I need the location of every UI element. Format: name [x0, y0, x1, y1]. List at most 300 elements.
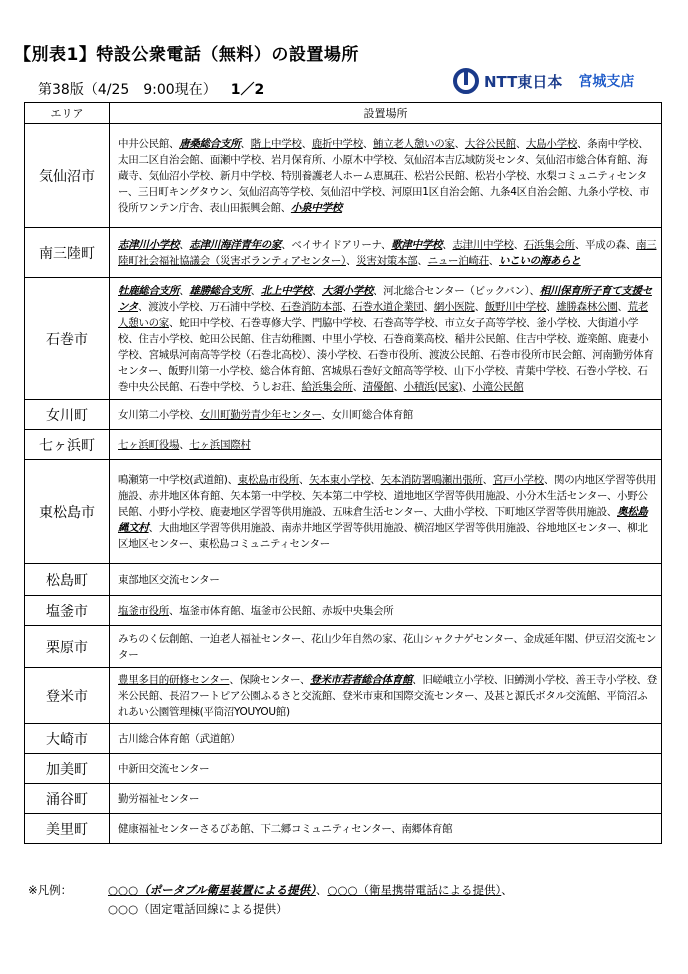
place-separator: 、: [488, 254, 499, 267]
places-cell: [110, 724, 662, 754]
places-cell: [110, 814, 662, 844]
place-item: 登米公民館: [118, 673, 657, 702]
legend-fixed: ○○○（固定電話回線による提供）: [108, 902, 288, 916]
places-cell: [110, 124, 662, 228]
place-item: 東松島市役所: [237, 473, 299, 486]
place-item: 女川町勤労青少年センター: [199, 408, 322, 421]
place-separator: 、: [513, 632, 524, 645]
place-item: 善王寺小学校: [575, 673, 637, 686]
header-places: 設置場所: [110, 103, 662, 124]
place-separator: 、: [566, 364, 577, 377]
place-item: 七ヶ浜国際村: [189, 438, 251, 451]
place-separator: 、: [138, 169, 149, 182]
place-item: 横沼地区学習等供用施設: [413, 521, 527, 534]
place-separator: 、: [138, 505, 149, 518]
place-separator: 、: [403, 521, 414, 534]
place-separator: 、: [209, 169, 221, 182]
place-separator: 、: [454, 137, 465, 150]
place-item: 大谷公民館: [464, 137, 516, 150]
place-item: 気仙沼市総合体育館: [535, 153, 627, 166]
place-item: 東松島コミュニティセンター: [198, 537, 330, 550]
place-separator: 、: [418, 348, 429, 361]
place-item: 旧鱒渕小学校: [503, 673, 566, 686]
place-item: 石巻商業高校: [383, 332, 445, 345]
place-separator: 、: [240, 604, 251, 617]
place-item: 志津川中学校: [452, 238, 514, 251]
place-item: 志津川海洋青年の家: [189, 238, 282, 251]
place-separator: 、: [311, 604, 323, 617]
place-item: 大街道小学校: [118, 316, 639, 345]
place-separator: 、: [462, 380, 473, 393]
place-separator: 、: [442, 238, 453, 251]
place-item: 条南中学校: [587, 137, 639, 150]
place-item: 大須小学校: [322, 284, 374, 297]
place-separator: 、: [240, 137, 251, 150]
place-separator: 、: [260, 153, 272, 166]
legend-row-1: [28, 881, 513, 900]
place-separator: 、: [577, 137, 588, 150]
place-item: 石浜集会所: [523, 238, 575, 251]
places-cell: [110, 430, 662, 460]
document-title: 【別表1】特設公衆電話（無料）の設置場所: [14, 45, 359, 65]
place-item: 表山田振興会館: [209, 201, 281, 214]
place-separator: 、: [321, 408, 332, 421]
legend: [28, 881, 513, 919]
place-item: 歌津中学校: [391, 238, 443, 251]
legend-satellite: ○○○（ポータブル衛星装置による提供）: [108, 883, 316, 897]
place-separator: 、: [484, 505, 495, 518]
place-separator: 、: [301, 316, 312, 329]
places-cell: [110, 626, 662, 668]
place-item: 一迫老人福祉センター: [199, 632, 301, 645]
places-cell: [110, 668, 662, 724]
place-separator: 、: [381, 238, 392, 251]
place-separator: 、: [179, 238, 190, 251]
place-item: 石巻市役所市民会館: [490, 348, 582, 361]
place-item: 大曲地区学習等供用施設: [158, 521, 272, 534]
place-separator: 、: [473, 689, 485, 702]
place-separator: 、: [529, 284, 540, 297]
place-item: 鹿妻地区学習等供用施設: [209, 505, 323, 518]
places-cell: [110, 564, 662, 596]
table-row: [25, 784, 662, 814]
place-separator: 、: [138, 348, 149, 361]
place-item: 柳北区地区センター: [118, 521, 648, 550]
place-item: 女川第二小学校: [118, 408, 190, 421]
place-item: 渡波小学校: [148, 300, 200, 313]
place-item: うしお荘: [250, 380, 292, 393]
legend-row-2: [28, 900, 513, 919]
place-separator: 、: [526, 521, 537, 534]
place-separator: 、: [617, 521, 628, 534]
place-item: 河南勤労体育センター: [118, 348, 654, 377]
place-separator: 、: [331, 689, 343, 702]
place-item: 宮城県石巻好文館高等学校: [321, 364, 444, 377]
place-separator: 、: [381, 185, 392, 198]
branch-name: 宮城支店: [578, 74, 635, 90]
place-separator: 、: [606, 505, 617, 518]
place-separator: 、: [199, 505, 210, 518]
place-item: 稲井公民館: [454, 332, 506, 345]
place-item: 災害対策本部: [356, 254, 418, 267]
place-item: ニュー泊崎荘: [427, 254, 489, 267]
table-row: [25, 724, 662, 754]
place-separator: 、: [322, 153, 333, 166]
place-separator: 、: [250, 822, 261, 835]
place-item: 七ヶ浜町役場: [118, 438, 180, 451]
place-separator: 、: [199, 201, 210, 214]
brand-name: NTT東日本: [484, 72, 563, 91]
place-separator: 、: [412, 673, 423, 686]
place-separator: 、: [513, 238, 524, 251]
place-separator: 、: [138, 489, 149, 502]
place-item: 住吉小学校: [138, 332, 190, 345]
place-separator: 、: [299, 473, 310, 486]
place-separator: 、: [393, 380, 404, 393]
area-cell: 涌谷町: [25, 784, 110, 814]
place-item: 塩釜市公民館: [250, 604, 312, 617]
place-item: 南赤井地区学習等供用施設: [281, 521, 404, 534]
place-separator: 、: [627, 153, 638, 166]
place-separator: 、: [638, 137, 649, 150]
place-item: 石巻中学校: [189, 380, 241, 393]
place-item: 旧嵯峨立小学校: [422, 673, 494, 686]
locations-table: [24, 102, 662, 844]
place-separator: 、: [189, 408, 200, 421]
place-item: 矢本第一中学校: [230, 489, 302, 502]
table-row: [25, 668, 662, 724]
place-item: 志津川小学校: [118, 238, 180, 251]
place-item: 渡波公民館: [428, 348, 480, 361]
place-separator: 、: [625, 238, 637, 251]
place-item: 登米市若者総合体育館: [310, 673, 413, 686]
place-item: 山下小学校: [453, 364, 505, 377]
place-item: 関の内地区学習等供用施設: [118, 473, 657, 502]
place-separator: 、: [189, 632, 200, 645]
place-separator: 、: [240, 380, 251, 393]
place-item: 小原木中学校: [332, 153, 394, 166]
ntt-logo-icon: [452, 67, 480, 95]
place-separator: 、: [311, 284, 323, 297]
place-separator: 、: [464, 169, 476, 182]
place-item: 北上中学校: [260, 284, 312, 297]
place-separator: 、: [301, 137, 312, 150]
place-item: 湊小学校: [316, 348, 358, 361]
place-separator: 、: [280, 201, 291, 214]
place-separator: 、: [250, 284, 261, 297]
place-item: 雄勝森林公園: [556, 300, 618, 313]
place-separator: 、: [493, 673, 504, 686]
place-item: 石巻中央公民館: [118, 364, 648, 393]
place-item: 宮城県河南高等学校（石巻北高校）: [148, 348, 307, 361]
place-separator: 、: [301, 489, 312, 502]
place-separator: 、: [345, 254, 357, 267]
legend-sep: 、: [501, 883, 513, 897]
place-separator: 、: [505, 332, 516, 345]
place-separator: 、: [479, 348, 491, 361]
place-separator: 、: [391, 822, 402, 835]
place-separator: 、: [281, 238, 292, 251]
place-separator: 、: [505, 489, 516, 502]
table-row: [25, 124, 662, 228]
table-row: [25, 278, 662, 400]
place-separator: 、: [373, 284, 384, 297]
places-cell: [110, 596, 662, 626]
places-cell: [110, 278, 662, 400]
place-separator: 、: [148, 521, 159, 534]
place-separator: 、: [169, 137, 180, 150]
place-separator: 、: [636, 673, 647, 686]
place-item: みちのく伝創館: [118, 632, 190, 645]
place-separator: 、: [179, 284, 190, 297]
area-cell: 加美町: [25, 754, 110, 784]
area-cell: 七ヶ浜町: [25, 430, 110, 460]
place-item: 鹿妻小学校: [118, 332, 649, 361]
place-separator: 、: [310, 185, 321, 198]
place-item: 赤坂中央集会所: [322, 604, 394, 617]
table-row: [25, 564, 662, 596]
table-row: [25, 460, 662, 564]
place-separator: 、: [220, 489, 231, 502]
area-cell: 大崎市: [25, 724, 110, 754]
table-row: [25, 626, 662, 668]
place-item: ベイサイドアリーナ: [291, 238, 382, 251]
place-item: 小野公民館: [118, 489, 648, 518]
place-separator: 、: [322, 505, 333, 518]
place-item: 石巻水道企業団: [352, 300, 424, 313]
place-separator: 、: [179, 438, 190, 451]
place-item: 九条小学校: [577, 185, 629, 198]
place-separator: 、: [566, 332, 578, 345]
place-item: 松岩小学校: [475, 169, 527, 182]
place-item: 中井公民館: [118, 137, 169, 150]
area-cell: 栗原市: [25, 626, 110, 668]
place-separator: 、: [199, 153, 210, 166]
place-item: 花山少年自然の家: [310, 632, 393, 645]
place-item: 健康福祉センターさるびあ館: [118, 822, 251, 835]
place-separator: 、: [362, 316, 374, 329]
place-separator: 、: [311, 332, 323, 345]
table-row: [25, 430, 662, 460]
place-item: 石巻小学校: [576, 364, 628, 377]
place-item: 伊豆沼交流センター: [118, 632, 657, 661]
area-cell: 南三陸町: [25, 228, 110, 278]
place-item: 万石浦中学校: [209, 300, 271, 313]
area-cell: 松島町: [25, 564, 110, 596]
legend-sep: 、: [315, 883, 328, 897]
place-separator: 、: [373, 332, 384, 345]
place-separator: 、: [157, 364, 169, 377]
place-item: 小泉中学校: [290, 201, 342, 214]
area-cell: 気仙沼市: [25, 124, 110, 228]
place-item: 石巻高等学校: [373, 316, 435, 329]
place-separator: 、: [370, 473, 381, 486]
legend-label: ※凡例：: [28, 883, 73, 897]
place-separator: 、: [543, 473, 555, 486]
place-separator: 、: [504, 364, 515, 377]
place-separator: 、: [352, 380, 363, 393]
place-item: 松岩公民館: [413, 169, 465, 182]
place-item: 中新田交流センター: [118, 762, 210, 775]
table-row: [25, 228, 662, 278]
place-item: 古川総合体育館（武道館）: [118, 732, 241, 745]
place-item: 牡鹿総合支所: [118, 284, 180, 297]
table-header-row: [25, 103, 662, 124]
place-separator: 、: [137, 300, 149, 313]
place-item: 石巻市役所: [367, 348, 419, 361]
place-separator: 、: [567, 185, 578, 198]
place-separator: 、: [574, 238, 586, 251]
place-item: 塩釜市役所: [118, 604, 169, 617]
place-item: 花山シャクナゲセンター: [402, 632, 514, 645]
place-item: 面瀬中学校: [209, 153, 261, 166]
place-item: 五味倉生活センター: [332, 505, 424, 518]
place-item: 総合体育館: [259, 364, 311, 377]
place-item: いこいの海あらと: [499, 254, 581, 267]
place-item: 勤労福祉センター: [118, 792, 200, 805]
place-item: 鹿折中学校: [311, 137, 363, 150]
place-item: 飯野川中学校: [484, 300, 547, 313]
place-separator: 、: [443, 364, 454, 377]
place-separator: 、: [179, 380, 190, 393]
place-separator: 、: [362, 137, 374, 150]
place-item: 長沼フートピア公園ふるさと交流館: [169, 689, 332, 702]
area-cell: 塩釜市: [25, 596, 110, 626]
table-row: [25, 596, 662, 626]
place-separator: 、: [299, 673, 311, 686]
place-separator: 、: [250, 332, 261, 345]
place-item: 太田二区自治会館: [118, 153, 200, 166]
place-separator: 、: [342, 300, 353, 313]
place-separator: 、: [482, 473, 493, 486]
places-cell: [110, 460, 662, 564]
page-number: 1／2: [230, 82, 265, 98]
place-item: 鳴瀬第一中学校(武道館): [118, 473, 228, 486]
place-item: 及甚と源氏ボタル交流館: [484, 689, 597, 702]
place-item: 谷地地区センター: [536, 521, 617, 534]
place-item: 蛇田公民館: [199, 332, 251, 345]
place-item: 道地地区学習等供用施設: [393, 489, 506, 502]
place-separator: 、: [617, 300, 628, 313]
place-item: 塩釜市体育館: [179, 604, 241, 617]
place-item: 豊里多目的研修センター: [118, 673, 230, 686]
place-separator: 、: [271, 169, 282, 182]
place-separator: 、: [423, 300, 434, 313]
place-item: 女川町総合体育館: [331, 408, 413, 421]
place-item: 小野小学校: [148, 505, 200, 518]
place-item: 住吉中学校: [515, 332, 567, 345]
place-item: 飯野川第一小学校: [168, 364, 250, 377]
place-item: 下二郷コミュニティセンター: [260, 822, 392, 835]
place-separator: 、: [158, 689, 170, 702]
place-separator: 、: [546, 300, 557, 313]
place-item: 三日町キングタウン: [137, 185, 229, 198]
place-separator: 、: [189, 332, 200, 345]
area-cell: 東松島市: [25, 460, 110, 564]
place-item: 大島小学校: [526, 137, 578, 150]
place-separator: 、: [417, 254, 428, 267]
place-separator: 、: [199, 300, 210, 313]
place-item: 矢本消防署鳴瀬出張所: [380, 473, 483, 486]
place-item: 気仙沼小学校: [148, 169, 210, 182]
place-item: 気仙沼高等学校: [238, 185, 311, 198]
place-item: 石巻専修大学: [240, 316, 302, 329]
place-separator: 、: [596, 689, 607, 702]
place-separator: 、: [444, 332, 455, 345]
place-item: 石巻消防本部: [280, 300, 342, 313]
table-row: [25, 400, 662, 430]
place-item: 清優館: [362, 380, 394, 393]
place-separator: 、: [169, 316, 180, 329]
place-item: 釜小学校: [536, 316, 578, 329]
place-item: 遊楽館: [577, 332, 608, 345]
place-item: 岩月保育所: [271, 153, 323, 166]
header-area: エリア: [25, 103, 110, 124]
place-item: 南三陸町社会福祉協議会（災害ボランティアセンター）: [118, 238, 657, 267]
place-item: 九条4区自治会館: [489, 185, 568, 198]
place-separator: 、: [526, 169, 537, 182]
place-separator: 、: [393, 153, 404, 166]
place-separator: 、: [574, 632, 585, 645]
place-item: 大曲小学校: [433, 505, 485, 518]
place-item: 宮戸小学校: [492, 473, 544, 486]
place-separator: 、: [300, 632, 311, 645]
place-item: 気仙沼中学校: [320, 185, 382, 198]
place-item: 住吉幼稚園: [260, 332, 312, 345]
place-separator: 、: [392, 632, 403, 645]
place-item: 鮪立老人憩いの家: [373, 137, 455, 150]
place-separator: 、: [434, 316, 445, 329]
area-cell: 登米市: [25, 668, 110, 724]
place-item: 海蔵寺: [118, 153, 648, 182]
place-item: 相川保育所子育て支援センタ: [118, 284, 652, 313]
places-cell: [110, 400, 662, 430]
place-separator: 、: [577, 316, 588, 329]
place-item: 登米市東和国際交流センター: [342, 689, 474, 702]
place-separator: 、: [270, 300, 281, 313]
place-item: 市役所ワンテン庁舎: [118, 185, 650, 214]
place-item: 雄勝総合支所: [189, 284, 251, 297]
place-separator: 、: [474, 300, 485, 313]
place-item: 市立女子高等学校: [444, 316, 527, 329]
table-row: [25, 814, 662, 844]
place-separator: 、: [357, 348, 368, 361]
place-item: 平筒沼ふれあい公園管理棟(平筒沼YOUYOU館): [118, 689, 648, 718]
place-separator: 、: [228, 185, 239, 198]
legend-mobile: ○○○（衛星携帯電話による提供）: [327, 883, 502, 897]
place-item: 水梨コミュニティセンター: [118, 169, 647, 198]
places-cell: [110, 228, 662, 278]
edition-line: [38, 79, 264, 99]
place-item: 荒老人憩いの家: [118, 300, 649, 329]
place-separator: 、: [249, 364, 260, 377]
place-item: 新月中学校: [220, 169, 272, 182]
place-item: 特別養護老人ホーム恵風荘: [281, 169, 404, 182]
place-separator: 、: [515, 137, 527, 150]
place-item: 赤井地区体育館: [148, 489, 221, 502]
place-item: 給浜集会所: [301, 380, 353, 393]
place-separator: 、: [607, 332, 618, 345]
place-item: 南郷体育館: [401, 822, 453, 835]
place-separator: 、: [582, 348, 593, 361]
place-separator: 、: [169, 604, 180, 617]
place-separator: 、: [479, 185, 490, 198]
place-item: 平成の森: [585, 238, 626, 251]
place-separator: 、: [524, 153, 536, 166]
place-separator: 、: [306, 348, 317, 361]
place-item: 小積浜(民家): [403, 380, 463, 393]
place-separator: 、: [188, 537, 199, 550]
